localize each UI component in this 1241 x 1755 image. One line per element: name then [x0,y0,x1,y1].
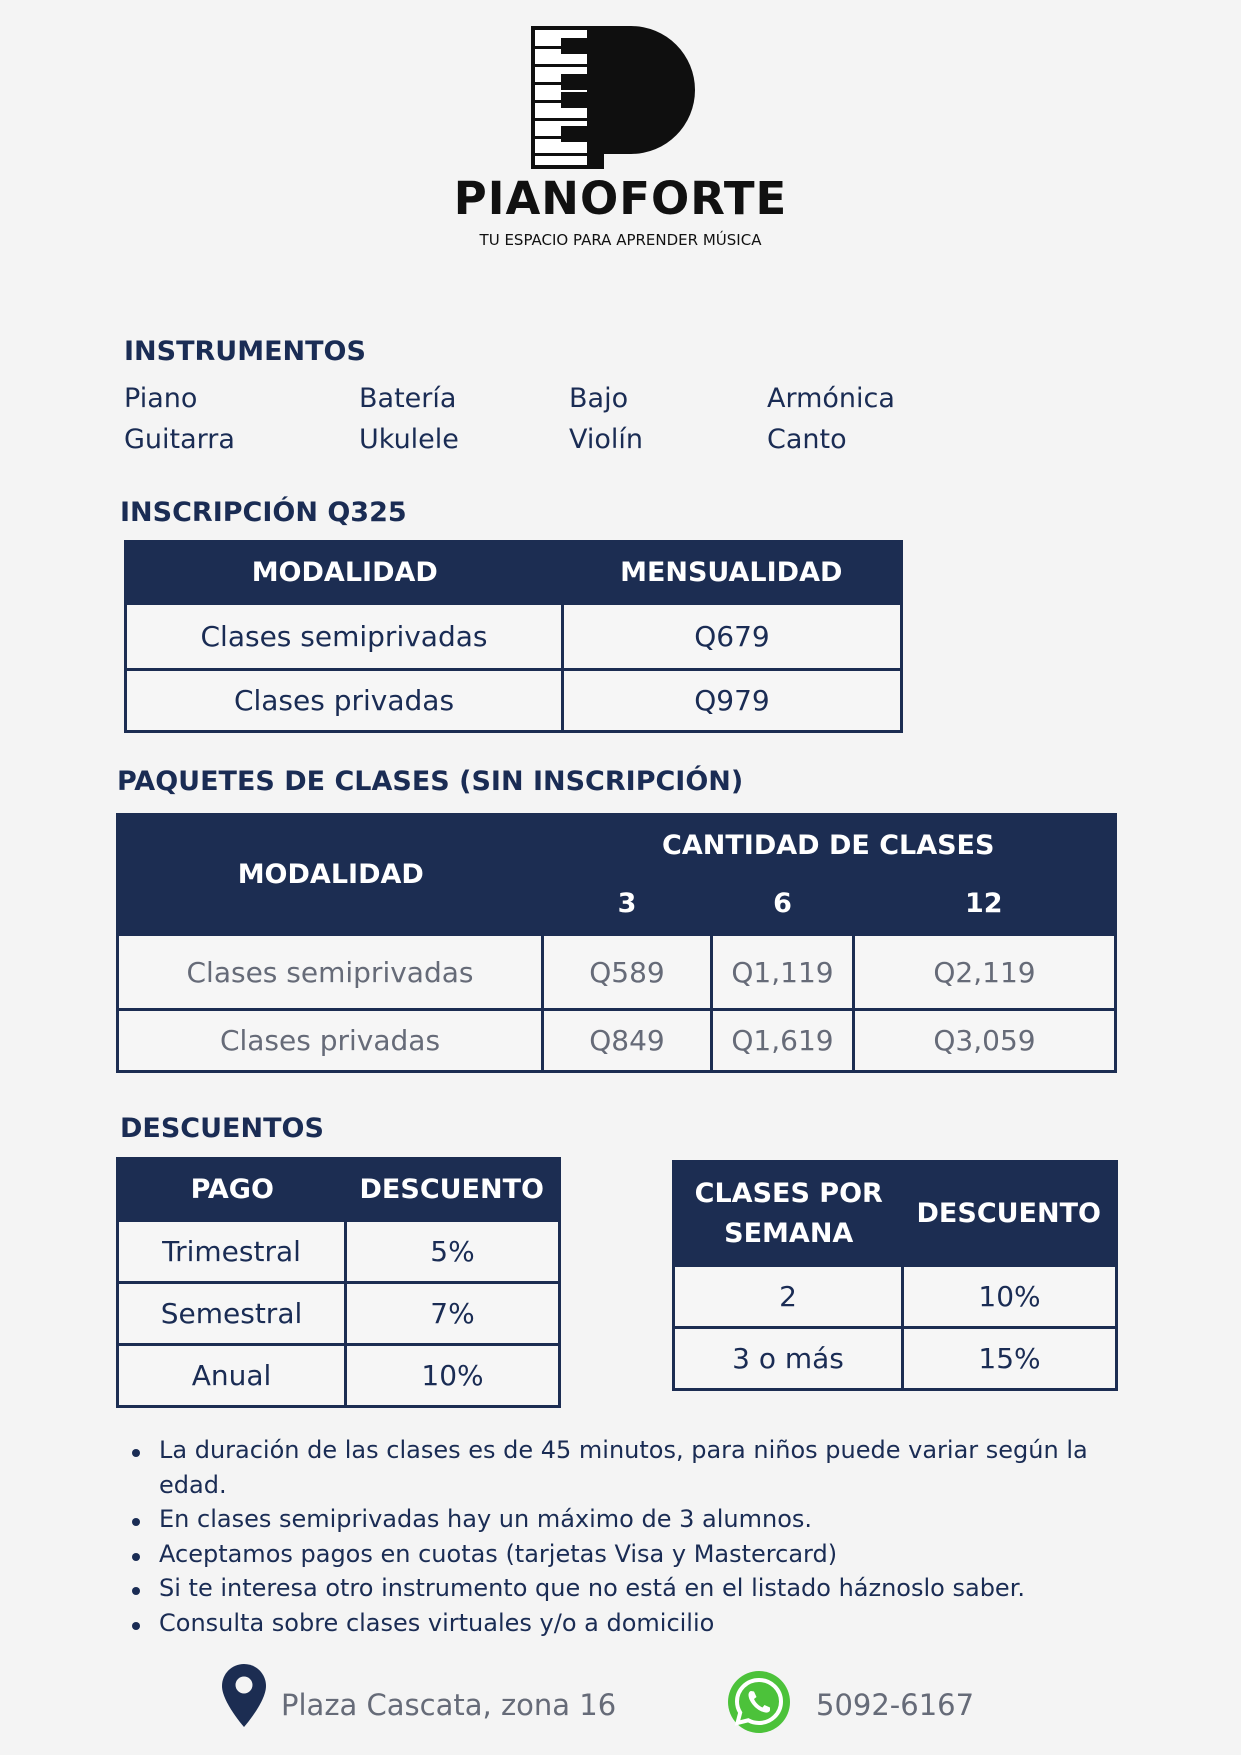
notes-list [130,1433,1140,1640]
list-item: En clases semiprivadas hay un máximo de 3 alumnos. [130,1502,1140,1537]
table-row [118,935,1116,1010]
header-count-6: 6 [712,875,854,935]
brand-tagline: TU ESPACIO PARA APRENDER MÚSICA [479,231,762,249]
header-discount: DESCUENTO [346,1159,560,1221]
table-row [118,1345,560,1407]
table-row [118,1221,560,1283]
inscription-title: INSCRIPCIÓN Q325 [120,497,407,528]
instrument-item: Violín [569,424,644,455]
discounts-title: DESCUENTOS [120,1113,324,1144]
classes-cell: 3 o más [674,1328,903,1390]
modality-cell: Clases privadas [126,670,563,732]
price-cell: Q1,619 [712,1010,854,1072]
header-monthly: MENSUALIDAD [563,542,902,604]
modality-cell: Clases semiprivadas [118,935,543,1010]
price-cell: Q849 [543,1010,712,1072]
header-count-3: 3 [543,875,712,935]
table-row [674,1266,1117,1328]
instrument-item: Canto [767,424,847,455]
map-pin-icon [222,1664,266,1727]
discount-cell: 10% [903,1266,1117,1328]
header-class-count: CANTIDAD DE CLASES [543,815,1116,875]
packages-table [116,813,1117,1073]
instruments-title: INSTRUMENTOS [124,336,366,367]
header-modality: MODALIDAD [118,815,543,935]
header-modality: MODALIDAD [126,542,563,604]
list-item: Consulta sobre clases virtuales y/o a domicilio [130,1606,1140,1641]
price-cell: Q979 [563,670,902,732]
inscription-table [124,540,903,733]
modality-cell: Clases privadas [118,1010,543,1072]
instrument-item: Batería [359,383,457,414]
instrument-item: Ukulele [359,424,459,455]
instrument-item: Bajo [569,383,629,414]
weekly-discount-table [672,1160,1118,1391]
packages-title: PAQUETES DE CLASES (SIN INSCRIPCIÓN) [117,766,744,797]
header-payment: PAGO [118,1159,346,1221]
brand-name: PIANOFORTE [453,172,788,225]
list-item: Aceptamos pagos en cuotas (tarjetas Visa y Mastercard) [130,1537,1140,1572]
table-row [118,1283,560,1345]
piano-logo-icon [531,26,697,169]
payment-cell: Anual [118,1345,346,1407]
table-row [118,1010,1116,1072]
header-classes-per-week [674,1162,903,1266]
price-cell: Q589 [543,935,712,1010]
instrument-item: Armónica [767,383,895,414]
table-row [674,1328,1117,1390]
payment-cell: Trimestral [118,1221,346,1283]
modality-cell: Clases semiprivadas [126,604,563,670]
instrument-item: Piano [124,383,198,414]
header-count-12: 12 [854,875,1116,935]
discount-cell: 10% [346,1345,560,1407]
price-cell: Q2,119 [854,935,1116,1010]
header-line: SEMANA [724,1217,854,1249]
list-item: La duración de las clases es de 45 minutos, para niños puede variar según la edad. [130,1433,1140,1502]
payment-cell: Semestral [118,1283,346,1345]
price-cell: Q1,119 [712,935,854,1010]
price-cell: Q3,059 [854,1010,1116,1072]
header-line: CLASES POR [694,1177,883,1209]
payment-discount-table [116,1157,561,1408]
table-row [126,670,902,732]
address: Plaza Cascata, zona 16 [281,1688,617,1722]
header-discount: DESCUENTO [903,1162,1117,1266]
table-row [126,604,902,670]
whatsapp-icon [727,1670,791,1734]
instrument-item: Guitarra [124,424,235,455]
list-item: Si te interesa otro instrumento que no está en el listado háznoslo saber. [130,1571,1140,1606]
discount-cell: 15% [903,1328,1117,1390]
classes-cell: 2 [674,1266,903,1328]
discount-cell: 5% [346,1221,560,1283]
discount-cell: 7% [346,1283,560,1345]
price-cell: Q679 [563,604,902,670]
phone-number: 5092-6167 [816,1688,975,1722]
